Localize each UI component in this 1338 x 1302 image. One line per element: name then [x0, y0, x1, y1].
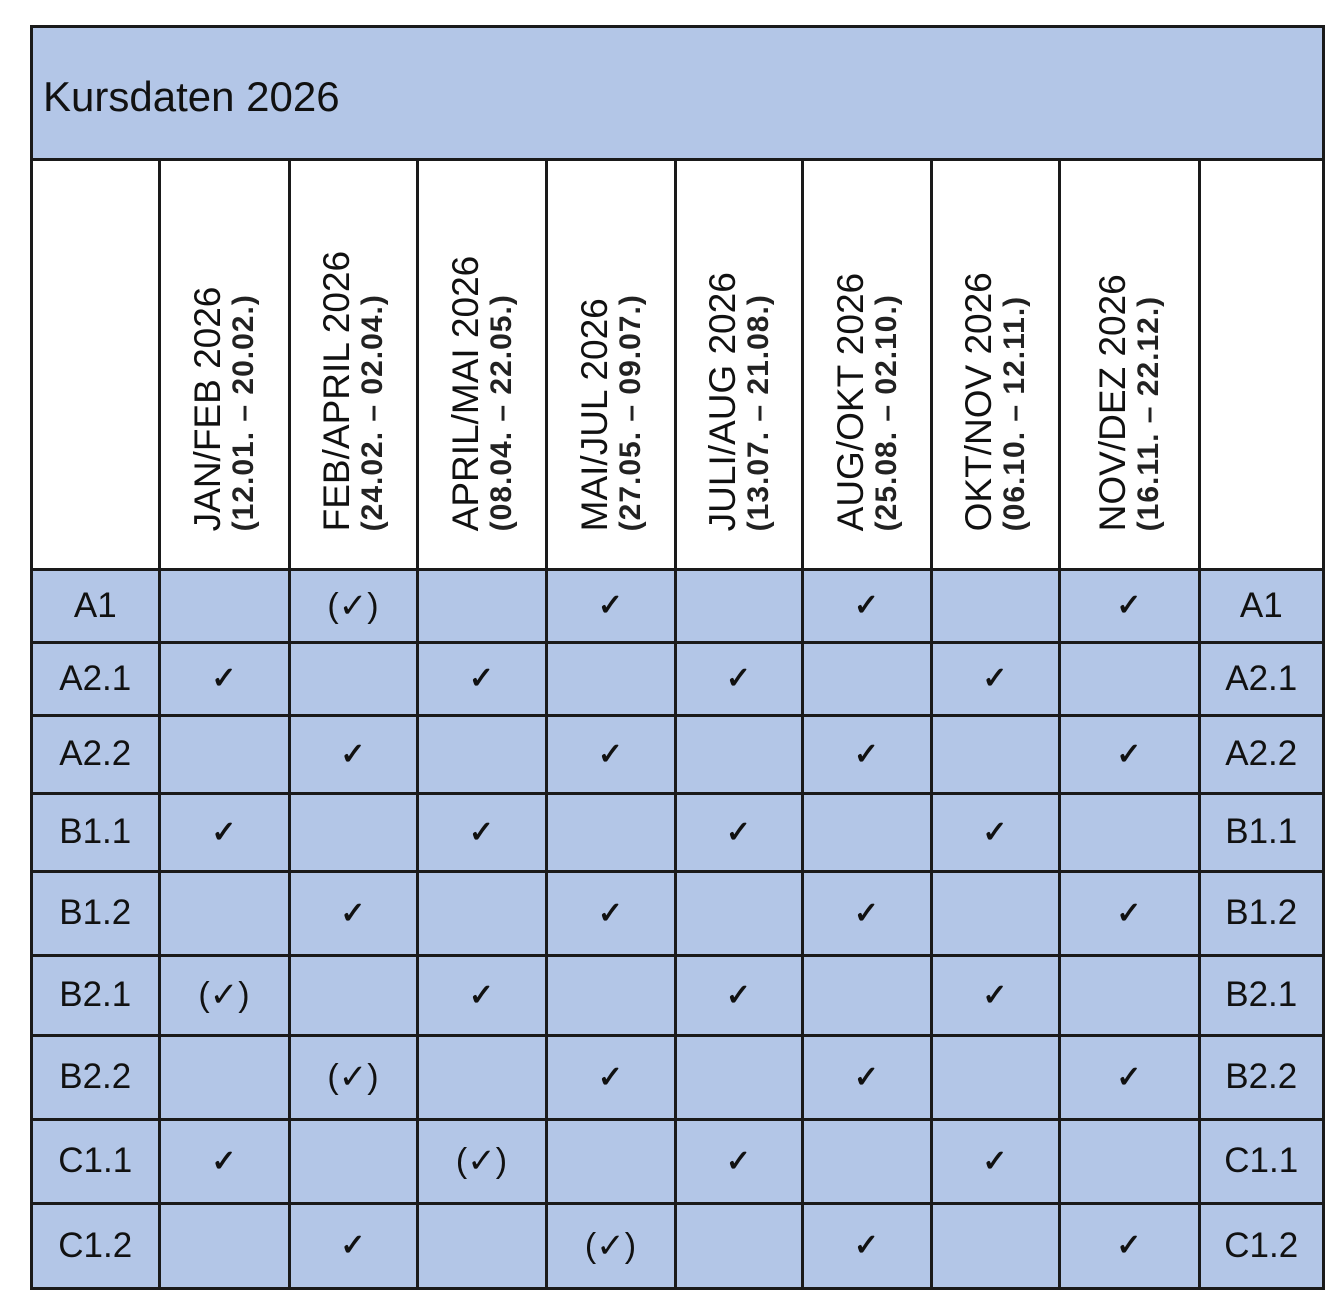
schedule-cell [159, 642, 289, 715]
schedule-cell [159, 715, 289, 793]
level-label: B1.1 [59, 812, 132, 851]
level-cell-left [33, 871, 159, 955]
schedule-cell [802, 1035, 931, 1119]
level-cell-left [33, 715, 159, 793]
schedule-cell [546, 1119, 675, 1203]
check-mark: ✓ [597, 589, 624, 622]
check-mark: ✓ [982, 815, 1008, 849]
level-row [33, 1035, 1322, 1119]
schedule-cell [417, 1035, 546, 1119]
schedule-cell [931, 871, 1059, 955]
check-mark: ✓ [1116, 589, 1142, 622]
schedule-cell [159, 955, 289, 1035]
level-cell-right [1199, 793, 1322, 871]
schedule-cell [1059, 642, 1199, 715]
level-cell-left [33, 642, 159, 715]
check-mark: ✓ [1116, 1229, 1142, 1263]
check-mark: ✓ [853, 1060, 880, 1094]
period-label: MAI/JUL 2026 [573, 298, 615, 532]
optional-check-mark: (✓) [584, 1226, 637, 1265]
period-dates: (08.04. – 22.05.) [484, 294, 518, 532]
period-dates: (06.10. – 12.11.) [997, 296, 1031, 532]
schedule-cell [1059, 1119, 1199, 1203]
schedule-cell [802, 793, 931, 871]
level-cell-right [1199, 715, 1322, 793]
level-label: B2.2 [59, 1057, 132, 1096]
schedule-cell [1059, 715, 1199, 793]
check-mark: ✓ [725, 1144, 752, 1178]
level-row [33, 955, 1322, 1035]
period-dates: (16.11. – 22.12.) [1131, 296, 1165, 532]
schedule-cell [417, 871, 546, 955]
schedule-cell [675, 715, 802, 793]
check-mark: ✓ [725, 815, 752, 849]
schedule-cell [802, 569, 931, 642]
level-label: C1.2 [1224, 1225, 1299, 1265]
level-cell-right [1199, 1203, 1322, 1287]
level-label: C1.1 [58, 1141, 133, 1180]
schedule-cell [417, 955, 546, 1035]
schedule-cell [159, 793, 289, 871]
course-dates-table-frame [30, 25, 1325, 1290]
check-mark: ✓ [468, 815, 495, 849]
level-label: B1.1 [1225, 812, 1298, 851]
schedule-cell [802, 715, 931, 793]
schedule-cell [802, 1119, 931, 1203]
level-cell-right [1199, 1035, 1322, 1119]
schedule-cell [546, 871, 675, 955]
schedule-cell [546, 1203, 675, 1287]
level-cell-left [33, 793, 159, 871]
schedule-cell [675, 1119, 802, 1203]
schedule-cell [1059, 569, 1199, 642]
schedule-cell [289, 793, 417, 871]
check-mark: ✓ [853, 589, 880, 622]
level-cell-left [33, 1203, 159, 1287]
period-label: APRIL/MAI 2026 [444, 255, 486, 532]
period-dates: (12.01. – 20.02.) [226, 294, 260, 532]
period-header [802, 161, 931, 569]
level-cell-left [33, 569, 159, 642]
level-row [33, 1119, 1322, 1203]
schedule-cell [802, 642, 931, 715]
level-label: A2.2 [59, 734, 132, 773]
schedule-cell [675, 569, 802, 642]
schedule-cell [289, 1203, 417, 1287]
schedule-cell [931, 955, 1059, 1035]
schedule-cell [289, 642, 417, 715]
schedule-cell [675, 793, 802, 871]
check-mark: ✓ [982, 978, 1008, 1012]
level-label: B2.1 [1225, 975, 1298, 1014]
schedule-cell [159, 1203, 289, 1287]
period-header-row [33, 161, 1322, 569]
schedule-cell [546, 642, 675, 715]
corner-cell [33, 161, 159, 569]
optional-check-mark: (✓) [198, 976, 250, 1014]
schedule-cell [1059, 1203, 1199, 1287]
schedule-cell [802, 871, 931, 955]
check-mark: ✓ [1116, 896, 1142, 930]
schedule-cell [675, 1203, 802, 1287]
schedule-cell [675, 1035, 802, 1119]
check-mark: ✓ [211, 815, 237, 849]
schedule-cell [675, 642, 802, 715]
level-label: B1.2 [59, 893, 132, 932]
level-cell-right [1199, 569, 1322, 642]
schedule-cell [802, 955, 931, 1035]
schedule-cell [289, 569, 417, 642]
level-row [33, 1203, 1322, 1287]
level-label: A1 [73, 585, 117, 625]
schedule-cell [931, 569, 1059, 642]
level-label: A2.2 [1225, 734, 1298, 773]
level-row [33, 569, 1322, 642]
schedule-cell [931, 1203, 1059, 1287]
level-cell-left [33, 1119, 159, 1203]
period-header [931, 161, 1059, 569]
check-mark: ✓ [853, 896, 880, 930]
schedule-cell [931, 793, 1059, 871]
period-label: NOV/DEZ 2026 [1091, 274, 1133, 532]
check-mark: ✓ [725, 662, 752, 695]
level-row [33, 715, 1322, 793]
schedule-cell [417, 569, 546, 642]
schedule-cell [159, 569, 289, 642]
schedule-cell [675, 871, 802, 955]
schedule-cell [289, 1119, 417, 1203]
check-mark: ✓ [1116, 737, 1142, 771]
check-mark: ✓ [982, 662, 1008, 695]
period-dates: (27.05. – 09.07.) [613, 294, 647, 532]
corner-cell-right [1199, 161, 1322, 569]
schedule-cell [546, 1035, 675, 1119]
schedule-cell [931, 1035, 1059, 1119]
level-cell-right [1199, 871, 1322, 955]
schedule-cell [1059, 793, 1199, 871]
schedule-cell [675, 955, 802, 1035]
level-label: B1.2 [1225, 893, 1298, 932]
schedule-cell [289, 715, 417, 793]
schedule-cell [417, 715, 546, 793]
table-title-bar [33, 28, 1322, 161]
level-cell-left [33, 955, 159, 1035]
period-header [1059, 161, 1199, 569]
optional-check-mark: (✓) [455, 1142, 508, 1180]
check-mark: ✓ [340, 1229, 366, 1263]
check-mark: ✓ [468, 662, 495, 695]
period-dates: (13.07. – 21.08.) [741, 294, 775, 532]
check-mark: ✓ [597, 1060, 624, 1094]
level-label: A2.1 [1225, 658, 1298, 698]
period-label: JAN/FEB 2026 [186, 286, 228, 532]
schedule-cell [1059, 955, 1199, 1035]
check-mark: ✓ [597, 896, 624, 930]
check-mark: ✓ [853, 1229, 880, 1263]
schedule-cell [546, 955, 675, 1035]
level-row [33, 871, 1322, 955]
schedule-cell [417, 1203, 546, 1287]
schedule-cell [289, 871, 417, 955]
check-mark: ✓ [597, 737, 624, 771]
level-label: B2.2 [1225, 1057, 1298, 1096]
level-row [33, 793, 1322, 871]
check-mark: ✓ [211, 1144, 237, 1178]
check-mark: ✓ [340, 737, 366, 771]
level-cell-right [1199, 1119, 1322, 1203]
period-label: FEB/APRIL 2026 [315, 251, 357, 532]
period-dates: (25.08. – 02.10.) [869, 294, 903, 532]
schedule-cell [159, 871, 289, 955]
check-mark: ✓ [340, 896, 366, 930]
optional-check-mark: (✓) [327, 586, 379, 625]
schedule-cell [159, 1119, 289, 1203]
course-schedule-table [33, 161, 1322, 1287]
level-label: B2.1 [59, 975, 132, 1014]
period-header [675, 161, 802, 569]
period-label: OKT/NOV 2026 [957, 272, 999, 532]
check-mark: ✓ [982, 1144, 1008, 1178]
schedule-cell [417, 1119, 546, 1203]
table-title: Kursdaten 2026 [43, 73, 340, 120]
check-mark: ✓ [211, 662, 237, 695]
optional-check-mark: (✓) [327, 1058, 379, 1096]
level-label: A2.1 [59, 658, 132, 698]
level-cell-right [1199, 642, 1322, 715]
schedule-cell [289, 955, 417, 1035]
schedule-cell [546, 569, 675, 642]
level-row [33, 642, 1322, 715]
check-mark: ✓ [725, 978, 752, 1012]
period-dates: (24.02. – 02.04.) [355, 294, 389, 532]
check-mark: ✓ [853, 737, 880, 771]
schedule-cell [289, 1035, 417, 1119]
check-mark: ✓ [1116, 1060, 1142, 1094]
schedule-cell [159, 1035, 289, 1119]
level-label: A1 [1239, 585, 1283, 625]
schedule-cell [802, 1203, 931, 1287]
level-label: C1.1 [1224, 1141, 1299, 1180]
schedule-cell [546, 715, 675, 793]
period-header [417, 161, 546, 569]
check-mark: ✓ [468, 978, 495, 1012]
period-header [289, 161, 417, 569]
period-label: AUG/OKT 2026 [829, 273, 871, 532]
schedule-cell [931, 1119, 1059, 1203]
period-header [159, 161, 289, 569]
schedule-cell [417, 642, 546, 715]
level-label: C1.2 [58, 1225, 133, 1265]
level-cell-right [1199, 955, 1322, 1035]
schedule-cell [931, 715, 1059, 793]
schedule-cell [546, 793, 675, 871]
schedule-cell [1059, 871, 1199, 955]
period-label: JULI/AUG 2026 [701, 272, 743, 532]
schedule-cell [417, 793, 546, 871]
level-cell-left [33, 1035, 159, 1119]
schedule-cell [931, 642, 1059, 715]
schedule-cell [1059, 1035, 1199, 1119]
period-header [546, 161, 675, 569]
